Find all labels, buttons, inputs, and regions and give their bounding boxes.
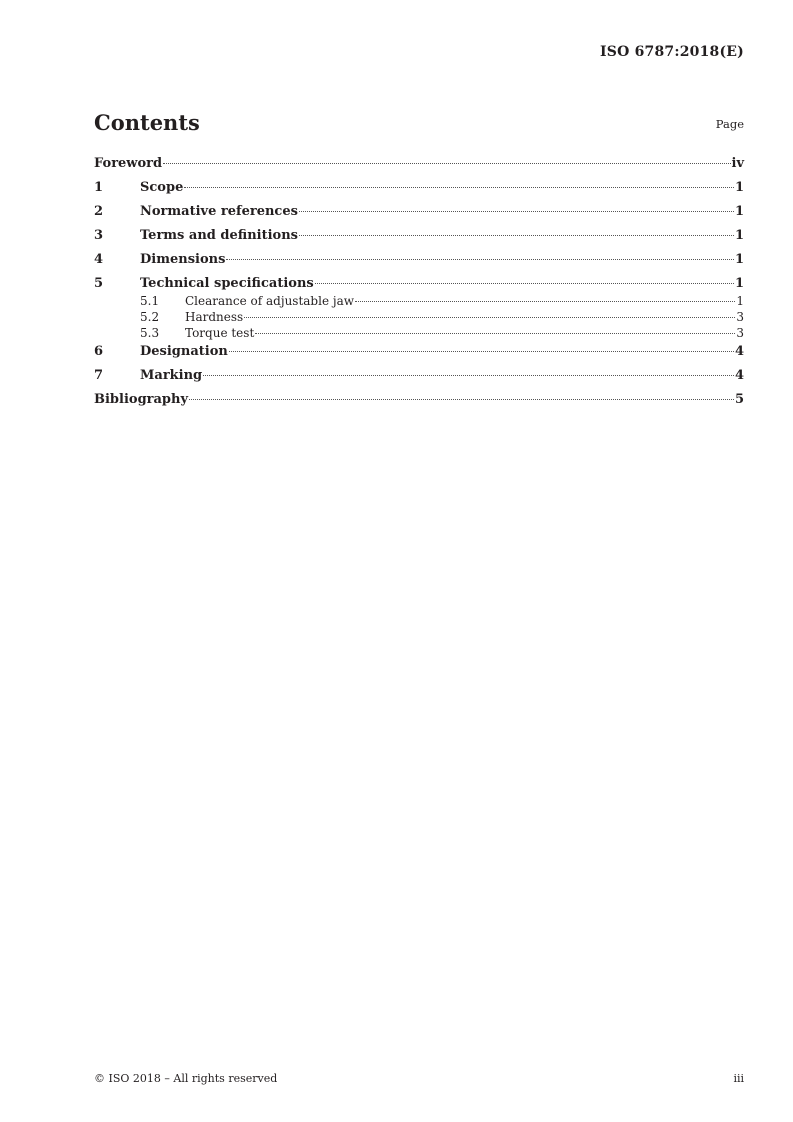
dot-leader bbox=[163, 163, 730, 164]
dot-leader bbox=[255, 333, 735, 334]
toc-entry-page: 1 bbox=[736, 294, 744, 308]
page-column-label: Page bbox=[715, 117, 744, 131]
toc-entry-page: 1 bbox=[734, 228, 744, 243]
toc-subentry-clearance-of-adjustable-jaw[interactable] bbox=[94, 294, 744, 310]
dot-leader bbox=[189, 399, 734, 400]
dot-leader bbox=[299, 211, 734, 212]
toc-entry-number: 3 bbox=[94, 228, 104, 243]
dot-leader bbox=[203, 375, 734, 376]
dot-leader bbox=[244, 317, 735, 318]
toc-entry-number: 5.2 bbox=[140, 310, 160, 324]
toc-entry-normative-references[interactable] bbox=[94, 204, 744, 228]
toc-entry-title: Foreword bbox=[94, 156, 163, 171]
toc-entry-bibliography[interactable] bbox=[94, 392, 744, 416]
toc-entry-page: 4 bbox=[734, 368, 744, 383]
toc-entry-title: Hardness bbox=[185, 310, 244, 324]
dot-leader bbox=[315, 283, 734, 284]
contents-heading: Contents bbox=[94, 110, 200, 135]
toc-entry-number: 1 bbox=[94, 180, 104, 195]
toc-entry-title: Normative references bbox=[140, 204, 298, 219]
copyright-notice: © ISO 2018 – All rights reserved bbox=[94, 1072, 278, 1085]
toc-entry-title: Designation bbox=[140, 344, 228, 359]
toc-entry-page: 3 bbox=[736, 326, 744, 340]
toc-subentry-torque-test[interactable] bbox=[94, 326, 744, 344]
toc-entry-scope[interactable] bbox=[94, 180, 744, 204]
toc-subentry-hardness[interactable] bbox=[94, 310, 744, 326]
toc-entry-number: 4 bbox=[94, 252, 104, 267]
toc-entry-number: 5.1 bbox=[140, 294, 160, 308]
toc-entry-page: 1 bbox=[734, 204, 744, 219]
toc-entry-number: 6 bbox=[94, 344, 104, 359]
toc-entry-page: 5 bbox=[734, 392, 744, 407]
toc-entry-page: 1 bbox=[734, 180, 744, 195]
toc-entry-dimensions[interactable] bbox=[94, 252, 744, 276]
toc-entry-number: 5.3 bbox=[140, 326, 160, 340]
page-number: iii bbox=[733, 1072, 744, 1085]
toc-entry-marking[interactable] bbox=[94, 368, 744, 392]
toc-entry-page: 3 bbox=[736, 310, 744, 324]
toc-entry-title: Terms and definitions bbox=[140, 228, 298, 243]
toc-entry-terms-and-definitions[interactable] bbox=[94, 228, 744, 252]
toc-entry-title: Marking bbox=[140, 368, 203, 383]
toc-entry-designation[interactable] bbox=[94, 344, 744, 368]
dot-leader bbox=[184, 187, 734, 188]
toc-entry-page: iv bbox=[731, 156, 744, 171]
toc-entry-title: Bibliography bbox=[94, 392, 189, 407]
page-footer bbox=[94, 1072, 744, 1085]
toc-entry-title: Torque test bbox=[185, 326, 255, 340]
toc-entry-number: 7 bbox=[94, 368, 104, 383]
table-of-contents bbox=[94, 156, 744, 416]
toc-entry-number: 2 bbox=[94, 204, 104, 219]
toc-entry-title: Scope bbox=[140, 180, 184, 195]
dot-leader bbox=[299, 235, 734, 236]
toc-entry-page: 4 bbox=[734, 344, 744, 359]
toc-entry-title: Technical specifications bbox=[140, 276, 314, 291]
toc-entry-technical-specifications[interactable] bbox=[94, 276, 744, 294]
dot-leader bbox=[355, 301, 735, 302]
toc-entry-page: 1 bbox=[734, 276, 744, 291]
toc-entry-page: 1 bbox=[734, 252, 744, 267]
dot-leader bbox=[226, 259, 734, 260]
toc-entry-title: Clearance of adjustable jaw bbox=[185, 294, 355, 308]
toc-entry-title: Dimensions bbox=[140, 252, 226, 267]
toc-entry-number: 5 bbox=[94, 276, 104, 291]
toc-entry-foreword[interactable] bbox=[94, 156, 744, 180]
dot-leader bbox=[229, 351, 734, 352]
document-id: ISO 6787:2018(E) bbox=[600, 44, 744, 60]
